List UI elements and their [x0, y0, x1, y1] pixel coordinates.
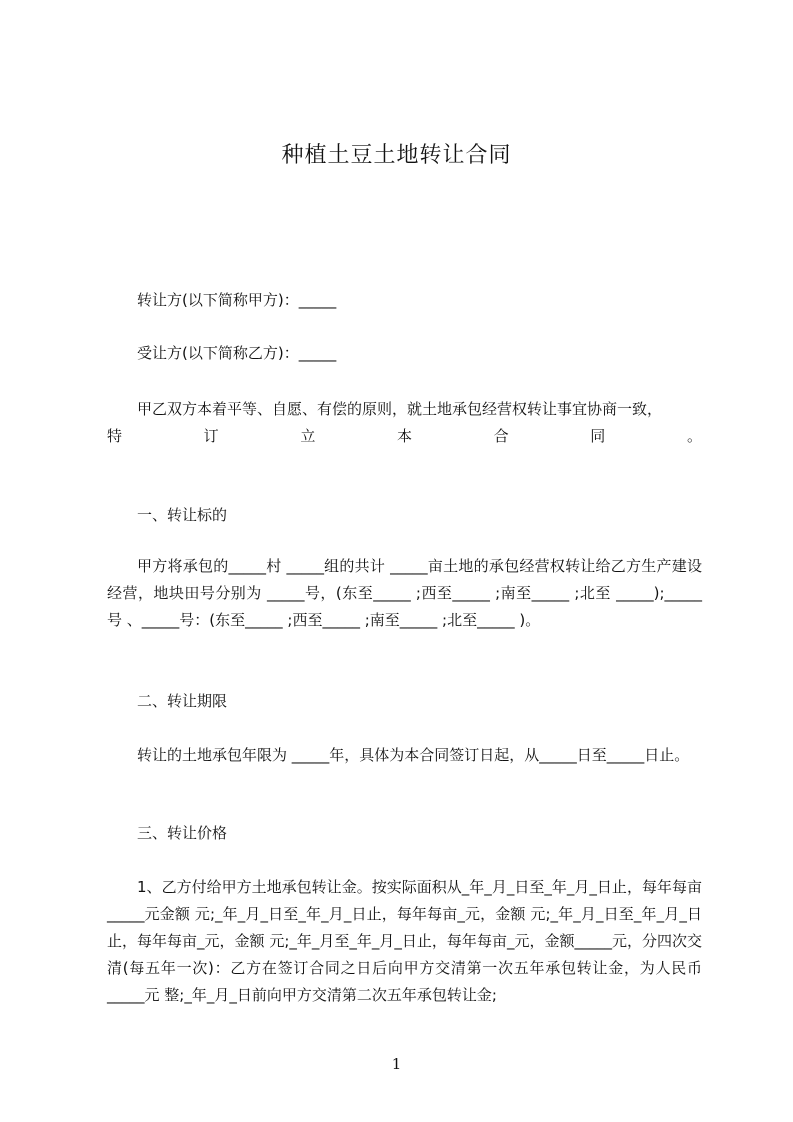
section-heading-price: 三、转让价格	[137, 824, 228, 842]
intro-char: 订	[203, 427, 219, 445]
intro-paragraph-line2	[107, 423, 702, 450]
section-body-subject: 甲方将承包的_____村 _____组的共计 _____亩土地的承包经营权转让给乙方生产建设经营，地块田号分别为 _____号，(东至_____ ;西至_____ ;南至_____ ;北至 _____);_____号 、_____号：(东至_____ ;西至_____ ;南至_____ ;北至_____ )。	[107, 557, 702, 629]
section-heading-subject: 一、转让标的	[137, 506, 228, 524]
page-number: 1	[391, 1055, 402, 1073]
intro-char: 立	[300, 427, 316, 445]
intro-char: 本	[396, 427, 412, 445]
document-title: 种植土豆土地转让合同	[281, 143, 512, 168]
intro-char: 特	[107, 427, 123, 445]
party-b-line: 受让方(以下简称乙方)：_____	[137, 344, 337, 362]
party-a-line: 转让方(以下简称甲方)：_____	[137, 291, 337, 309]
intro-char: 同	[590, 427, 606, 445]
section-body-term: 转让的土地承包年限为 _____年，具体为本合同签订日起，从_____日至_____日止。	[137, 746, 690, 764]
intro-char: 合	[493, 427, 509, 445]
section-heading-term: 二、转让期限	[137, 692, 228, 710]
section-body-price: 1、乙方付给甲方土地承包转让金。按实际面积从_年_月_日至_年_月_日止，每年每亩_____元金额 元;_年_月_日至_年_月_日止，每年每亩_元，金额 元;_年_月_日至_年_月_日止，每年每亩_元，金额 元;_年_月至_年_月_日止，每年每亩_元，金额_____元，分四次交清(每五年一次)：乙方在签订合同之日后向甲方交清第一次五年承包转让金，为人民币_____元 整;_年_月_日前向甲方交清第二次五年承包转让金;	[107, 878, 702, 1004]
intro-char: 。	[686, 427, 702, 445]
intro-paragraph-line1: 甲乙双方本着平等、自愿、有偿的原则，就土地承包经营权转让事宜协商一致，	[137, 400, 663, 418]
